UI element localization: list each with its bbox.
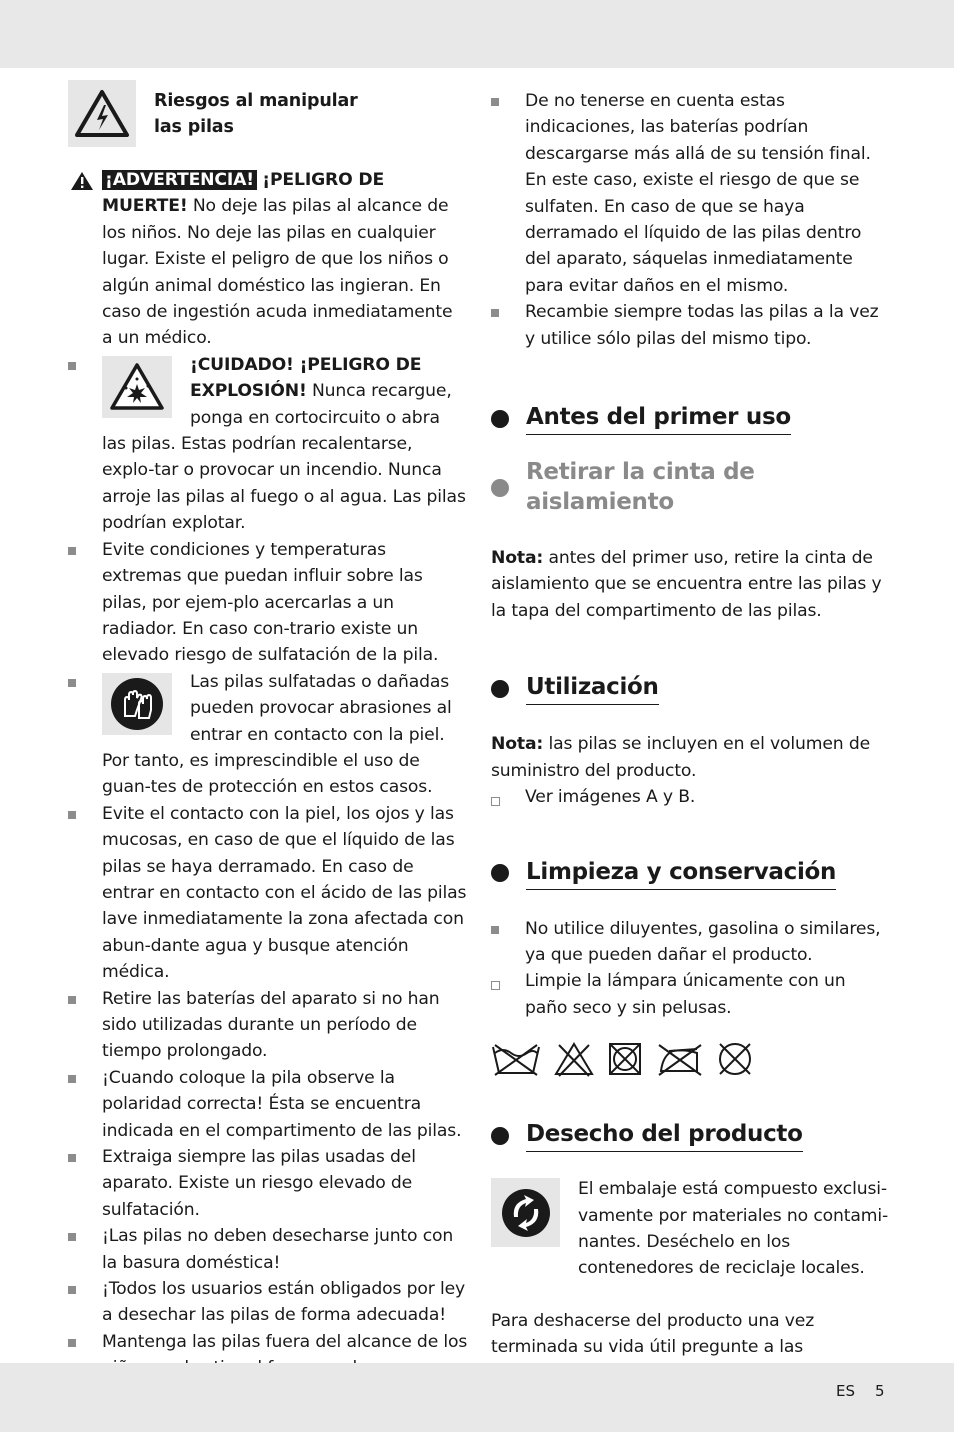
care-symbols [491,1039,891,1079]
footer-language: ES [836,1382,855,1400]
packaging-text: El embalaje está compuesto exclusi-vamente por materiales no contami-nantes. Deséchelo en los contenedores de reciclaje locales. [578,1179,888,1279]
warning-badge: ¡ADVERTENCIA! [102,170,257,190]
note-use: Nota: las pilas se incluyen en el volumen de suministro del producto. [491,734,871,781]
heading-dot-icon [491,479,509,497]
list-item-see-images: Ver imágenes A y B. [491,784,891,810]
list-item: Mantenga las pilas fuera del alcance de los [68,1329,468,1408]
risk-title: Riesgos al manipular las pilas [154,91,358,137]
list-item: Recambie siempre todas las pilas a la vez y utilice sólo pilas del mismo tipo. [491,299,891,352]
list-item: Retire las baterías del aparato si no han sido utilizadas durante un período de tiempo prolongado. [68,986,468,1065]
heading-use: Utilización [491,672,891,705]
left-column [68,80,468,1408]
explosion-icon [102,356,172,418]
list-item: ¡Cuando coloque la pila observe la polaridad correcta! Ésta se encuentra indicada en el compartimento de las pilas. [68,1065,468,1144]
list-item: ¡Todos los usuarios están obligados por ley a desechar las pilas de forma adecuada! [68,1276,468,1329]
bottom-band [0,1363,954,1432]
list-item: Evite el contacto con la piel, los ojos y las mucosas, en caso de que el líquido de las pilas se haya derramado. En caso de entrar en contacto con el ácido de las pilas lave inmediatamente la zona afectada con abun-dante agua y busque atención médica. [68,801,468,986]
warning-paragraph [68,167,468,352]
no-dry-clean-icon [715,1041,755,1077]
warning-text: No deje las pilas al alcance de los niños. No deje las pilas en cualquier lugar. Existe el peligro de que los niños o algún animal doméstico las ingieran. En caso de ingestión acuda inmediatamente a un médico. [102,196,453,349]
list-item-gloves [68,669,468,801]
gloves-icon [102,673,172,735]
no-tumble-dry-icon [607,1041,643,1077]
warning-bold-text: ¡PELIGRO DE MUERTE! [102,170,385,217]
electric-hazard-icon [68,80,136,147]
no-iron-icon [655,1041,703,1077]
list-item: De no tenerse en cuenta estas indicaciones, las baterías podrían descargarse más allá de su tensión final. En este caso, existe el riesgo de que se sulfaten. En caso de que se haya derramado el líquido de las pilas dentro del aparato, sáquelas inmediatamente para evitar daños en el mismo. [491,88,891,299]
heading-disposal: Desecho del producto [491,1119,891,1152]
page-footer [836,1381,885,1401]
top-band [0,0,954,68]
heading-cleaning: Limpieza y conservación [491,857,891,890]
list-item-clean: No utilice diluyentes, gasolina o similares, ya que pueden dañar el producto. [491,916,891,969]
no-wash-icon [491,1041,541,1077]
packaging-row [491,1176,891,1282]
heading-remove-tape: Retirar la cinta de aislamiento [491,457,891,519]
explosion-bold: ¡CUIDADO! ¡PELIGRO DE EXPLOSIÓN! [190,354,422,402]
page-number: 5 [875,1382,885,1400]
risk-heading [68,80,468,147]
heading-dot-icon [491,410,509,428]
list-item-explosion [68,352,468,537]
heading-first-use: Antes del primer uso [491,402,891,435]
warning-triangle-icon [70,171,94,199]
recycle-icon [491,1178,560,1247]
right-column [491,80,891,1387]
heading-dot-icon [491,1127,509,1145]
heading-dot-icon [491,680,509,698]
heading-dot-icon [491,864,509,882]
gloves-text: Las pilas sulfatadas o dañadas pueden provocar abrasiones al entrar en contacto con la piel. Por tanto, es imprescindible el uso de guan-tes de protección en estos casos. [102,671,452,798]
disposal-text: Para deshacerse del producto una vez terminada su vida útil pregunte a las [491,1310,815,1358]
no-bleach-icon [553,1041,595,1077]
list-item: ¡Las pilas no deben desecharse junto con la basura doméstica! [68,1223,468,1276]
note-tape: Nota: antes del primer uso, retire la cinta de aislamiento que se encuentra entre las pilas y la tapa del compartimento de las pilas. [491,548,882,621]
list-item-extreme: Evite condiciones y temperaturas extremas que puedan influir sobre las pilas, por ejem-plo acercarlas a un radiador. En caso con-trario existe un elevado riesgo de sulfatación de la pila. [68,537,468,669]
list-item-clean: Limpie la lámpara únicamente con un paño seco y sin pelusas. [491,968,891,1021]
list-item: Extraiga siempre las pilas usadas del aparato. Existe un riesgo elevado de sulfatación. [68,1144,468,1223]
explosion-text: Nunca recargue, ponga en cortocircuito o abra las pilas. Estas podrían recalentarse, explo-tar o provocar un incendio. Nunca arroje las pilas al fuego o al agua. Las pilas podrían explotar. [102,381,466,534]
